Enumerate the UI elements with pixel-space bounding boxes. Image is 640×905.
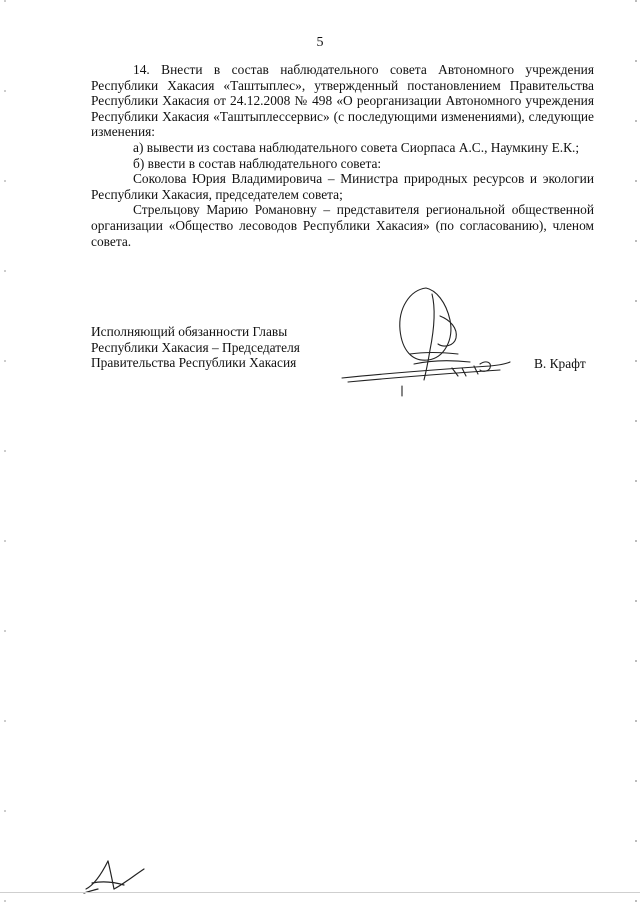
scan-edge-left <box>4 0 6 905</box>
paragraph-item-a: а) вывести из состава наблюдательного совета Сиорпаса А.С., Наумкину Е.К.; <box>133 139 580 155</box>
document-body <box>91 62 594 249</box>
paragraph-member-sokolov: Соколова Юрия Владимировича – Министра природных ресурсов и экологии Республики Хакасия, председателем совета; <box>91 171 594 202</box>
paragraph-item-14: 14. Внести в состав наблюдательного совета Автономного учреждения Республики Хакасия «Таштыплес», утвержденный постановлением Правительства Республики Хакасия от 24.12.2008 № 498 «О реорганизации Автономного учреждения Республики Хакасия «Таштыплессервис» (с последующими изменениями), следующие изменения: <box>91 62 594 140</box>
signatory-title-line: Правительства Республики Хакасия <box>91 355 297 371</box>
signatory-title <box>91 324 321 371</box>
paragraph-member-streltsova: Стрельцову Марию Романовну – представителя региональной общественной организации «Общество лесоводов Республики Хакасия» (по согласованию), членом совета. <box>91 202 594 249</box>
scan-bottom-edge <box>0 892 640 893</box>
signatory-name: В. Крафт <box>534 356 586 371</box>
paragraph-item-b: б) ввести в состав наблюдательного совета: <box>133 155 382 171</box>
scan-edge-right <box>635 0 637 905</box>
handwritten-initials <box>80 855 150 897</box>
handwritten-signature <box>340 280 530 400</box>
page-number: 5 <box>316 35 324 50</box>
signatory-title-line: Республики Хакасия – Председателя <box>91 339 300 355</box>
signatory-title-line: Исполняющий обязанности Главы <box>91 324 288 339</box>
